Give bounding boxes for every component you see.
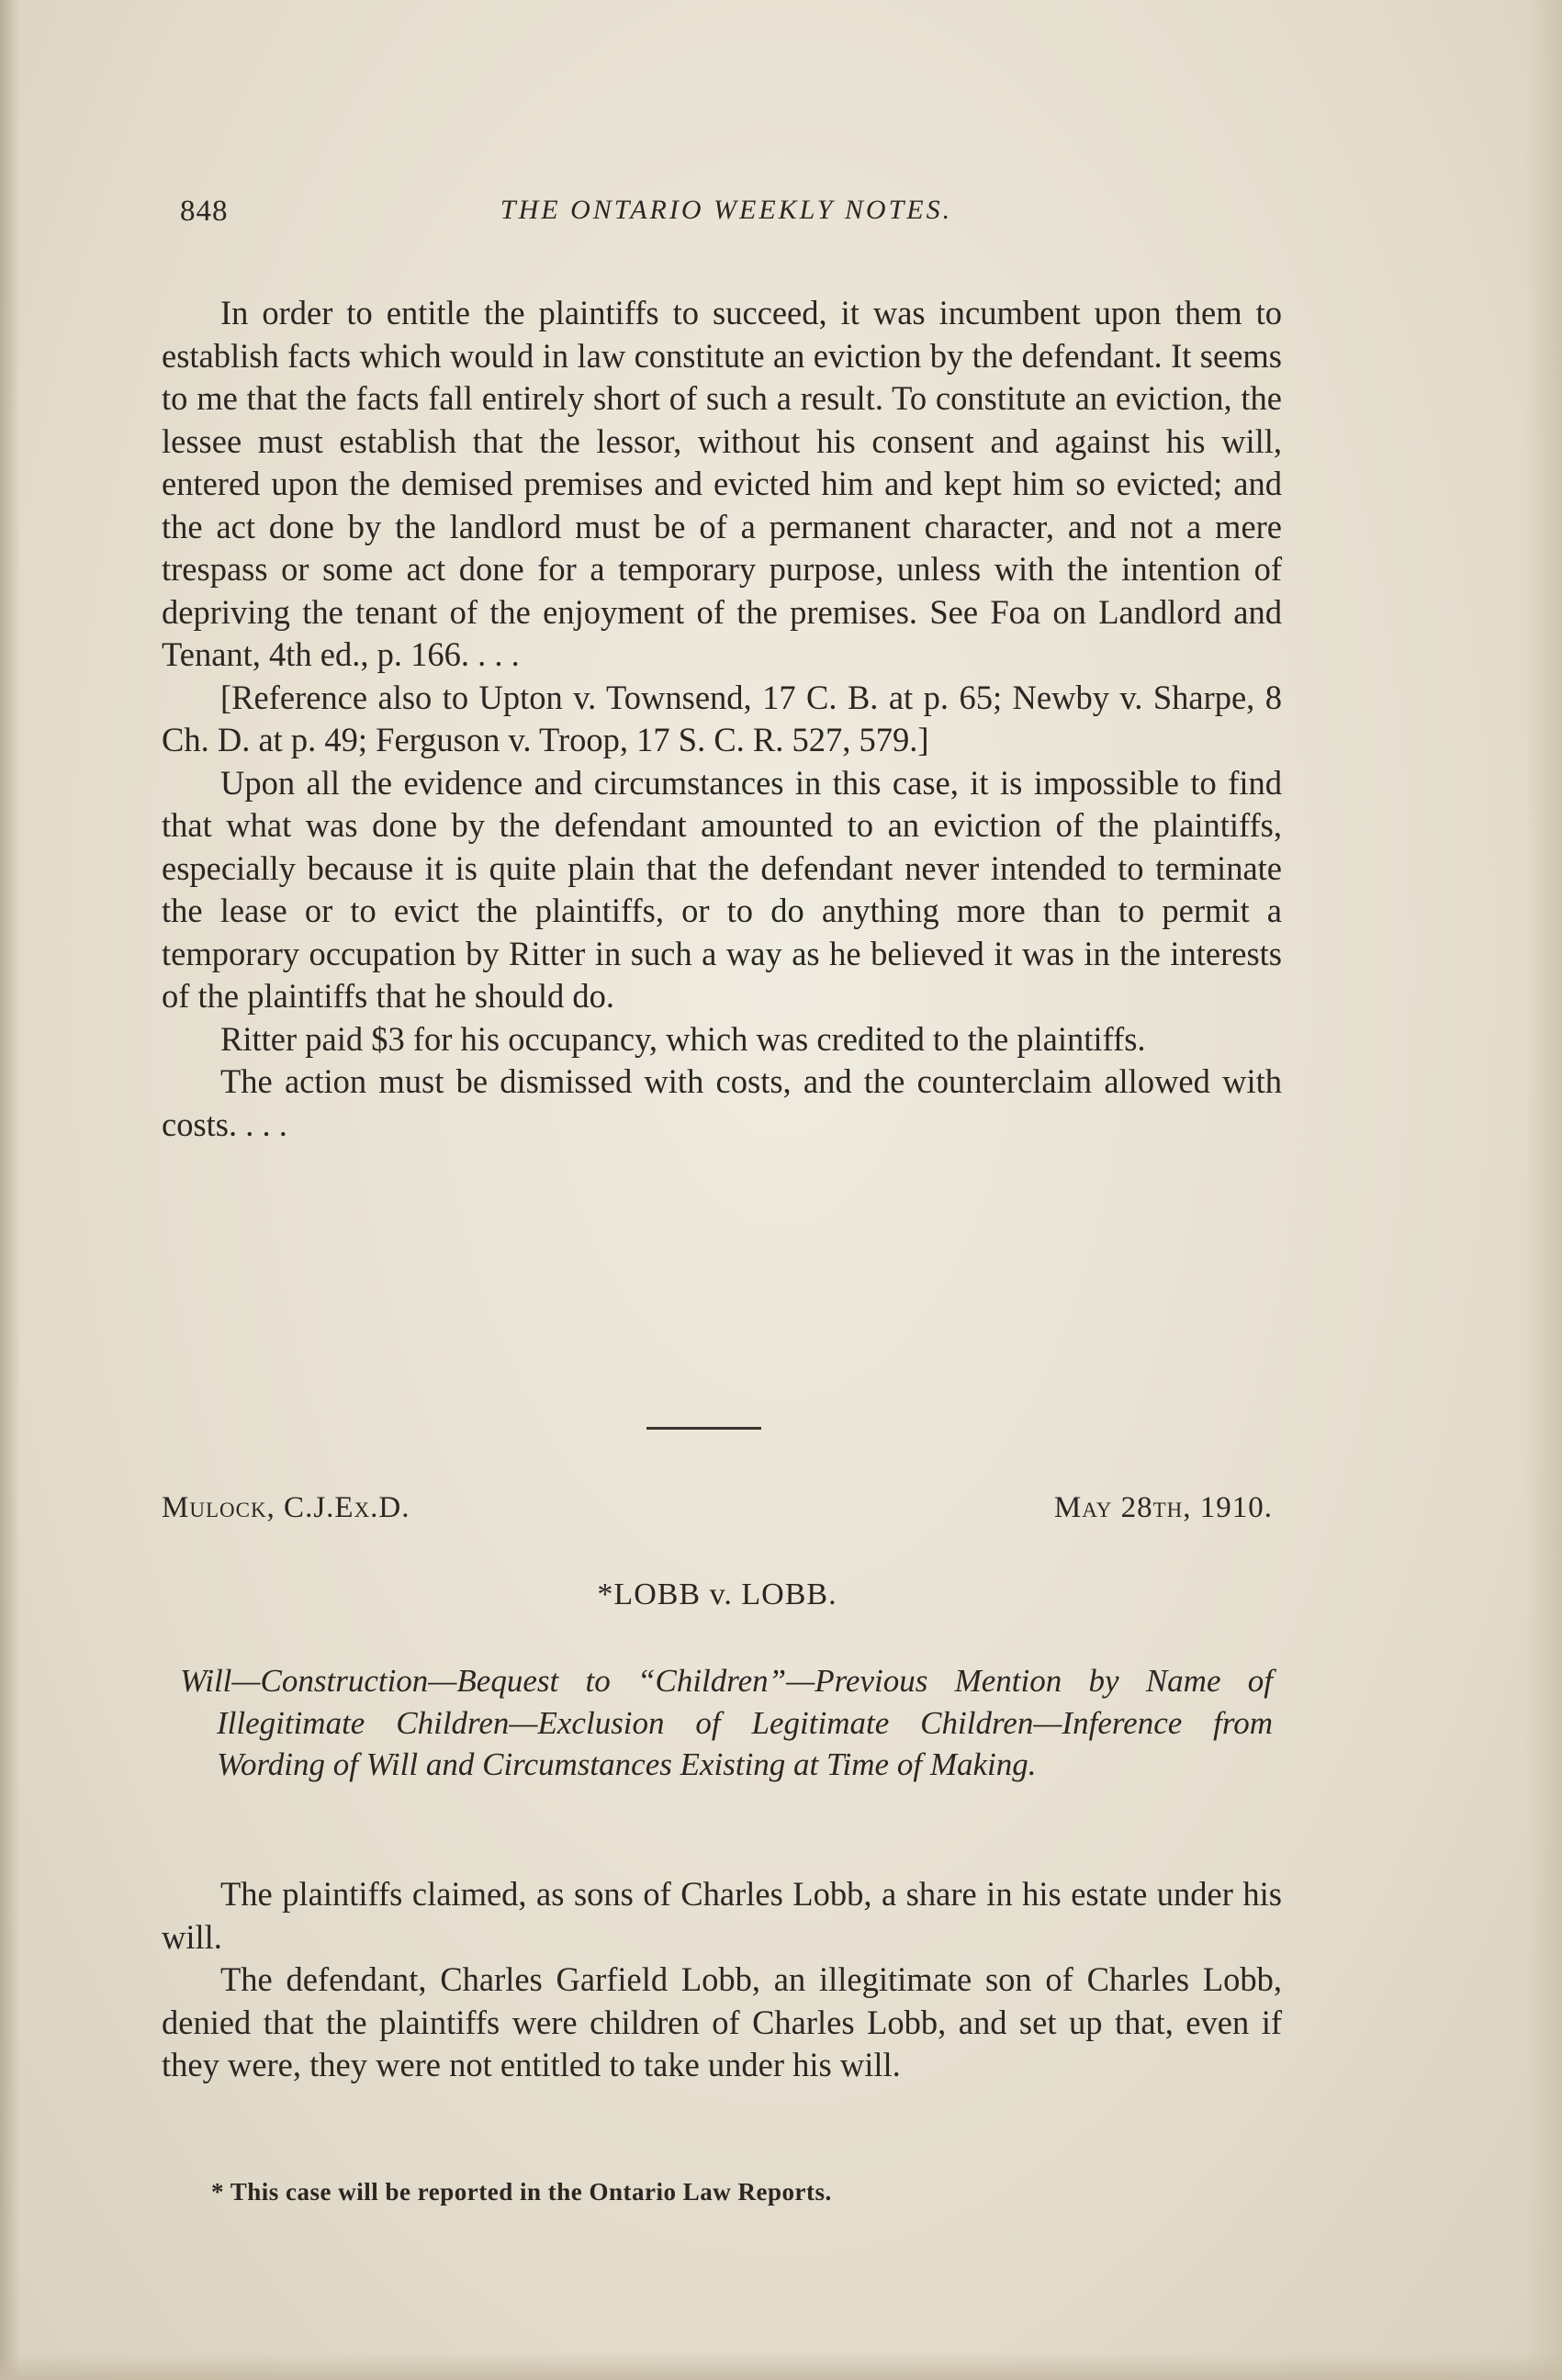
case-text <box>162 1873 1282 2087</box>
case-paragraph: The plaintiffs claimed, as sons of Charles Lobb, a share in his estate under his will. <box>162 1875 1282 1956</box>
case-paragraph: The defendant, Charles Garfield Lobb, an illegitimate son of Charles Lobb, denied that the plaintiffs were children of Charles Lobb, and set up that, even if they were, they were not entitled to take under his will. <box>162 1960 1282 2083</box>
footnote: * This case will be reported in the Ontario Law Reports. <box>211 2178 832 2206</box>
section-divider <box>646 1427 761 1430</box>
opinion-text <box>162 292 1282 1146</box>
case-heading-line <box>162 1491 1273 1537</box>
page-shadow-bottom <box>0 2352 1562 2380</box>
case-title: *LOBB v. LOBB. <box>597 1577 837 1611</box>
page-shadow-left <box>0 0 20 2380</box>
opinion-paragraph: Ritter paid $3 for his occupancy, which was credited to the plaintiffs. <box>220 1019 1146 1058</box>
opinion-paragraph: The action must be dismissed with costs, and the counterclaim allowed with costs. . . . <box>162 1062 1282 1143</box>
decision-date: May 28th, 1910. <box>1053 1491 1273 1524</box>
opinion-paragraph: Upon all the evidence and circumstances in this case, it is impossible to find that what was done by the defendant amounted to an eviction of the plaintiffs, especially because it is quite plain that the defendant never intended to terminate the lease or to evict the plaintiffs, or to do anything more than to permit a temporary occupation by Ritter in such a way as he believed it was in the interests of the plaintiffs that he should do. <box>162 763 1282 1015</box>
headnote: Will—Construction—Bequest to “Children”—Previous Mention by Name of Illegitimate Children—Exclusion of Legitimate Children—Inference from Wording of Will and Circumstances Existing at Time of Making. <box>180 1663 1273 1782</box>
journal-title: THE ONTARIO WEEKLY NOTES. <box>500 195 953 225</box>
opinion-paragraph: In order to entitle the plaintiffs to succeed, it was incumbent upon them to establish facts which would in law constitute an eviction by the defendant. It seems to me that the facts fall entirely short of such a result. To constitute an eviction, the lessee must establish that the lessor, without his consent and against his will, entered upon the demised premises and evicted him and kept him so evicted; and the act done by the landlord must be of a permanent character, and not a mere trespass or some act done for a temporary purpose, unless with the intention of depriving the tenant of the enjoyment of the premises. See Foa on Landlord and Tenant, 4th ed., p. 166. . . . <box>162 294 1282 673</box>
judge-name: Mulock, C.J.Ex.D. <box>162 1491 410 1524</box>
opinion-paragraph: [Reference also to Upton v. Townsend, 17 C. B. at p. 65; Newby v. Sharpe, 8 Ch. D. at p. 49; Ferguson v. Troop, 17 S. C. R. 527, 579.] <box>162 678 1282 758</box>
page-shadow-right <box>1525 0 1562 2380</box>
page-number: 848 <box>180 195 229 228</box>
running-head <box>180 195 1273 241</box>
